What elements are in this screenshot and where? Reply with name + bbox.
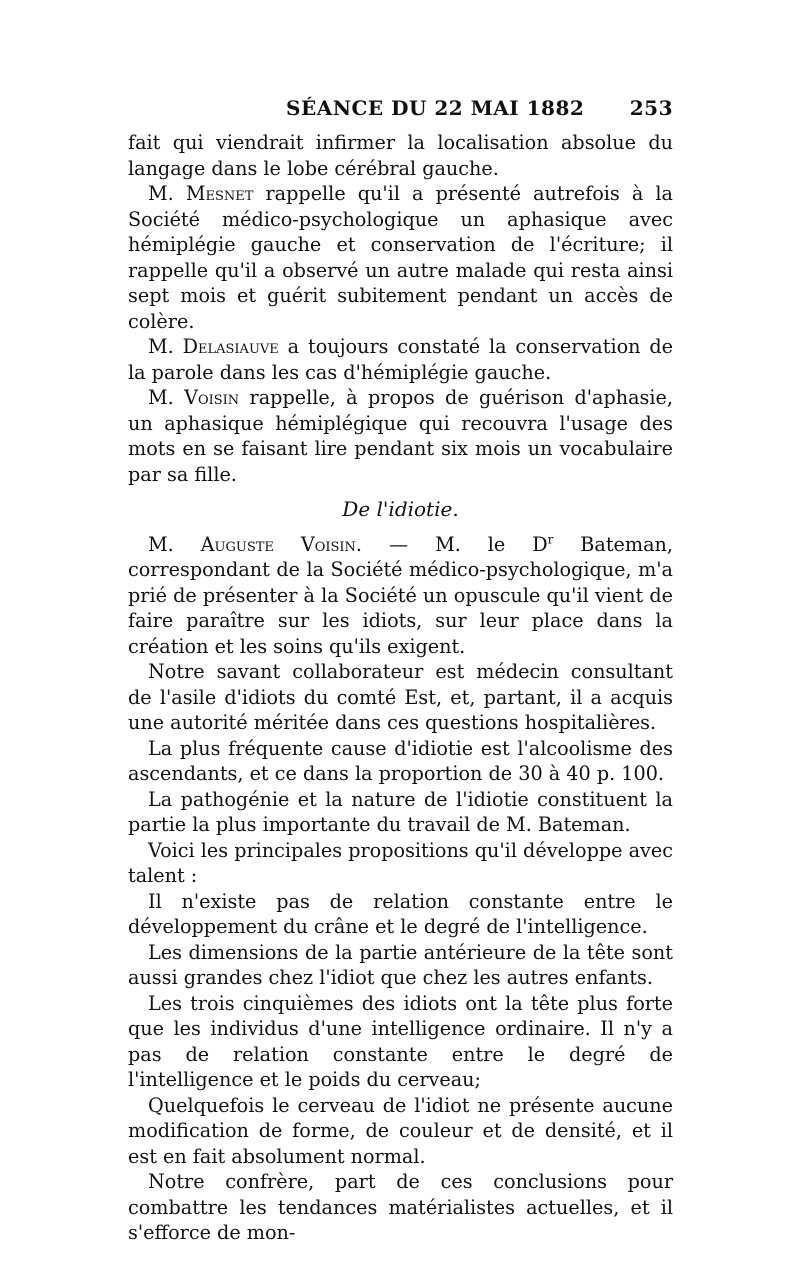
paragraph-text: rappelle, à propos de guérison d'aphasie, un aphasique hémiplégique qui recouvra l'usage des mots en se faisant lire pendant six mois un vocabulaire par sa fille. [128, 386, 673, 486]
superscript: r [547, 532, 554, 547]
page-number: 253 [629, 96, 673, 120]
paragraph: Notre confrère, part de ces conclusions pour combattre les tendances matérialistes actuelles, et il s'efforce de mon- [128, 1170, 673, 1244]
paragraph [128, 181, 673, 334]
paragraph-text: a toujours constaté la conservation de la parole dans les cas d'hémiplégie gauche. [128, 335, 674, 384]
running-header [128, 96, 673, 126]
paragraph: Quelquefois le cerveau de l'idiot ne présente aucune modification de forme, de couleur et de densité, et il est en fait absolument normal. [128, 1093, 673, 1168]
paragraph: Voici les principales propositions qu'il développe avec talent : [128, 838, 673, 887]
running-title: SÉANCE DU 22 MAI 1882 [286, 96, 585, 120]
speaker-name: M. Voisin [148, 386, 240, 409]
paragraph: Il n'existe pas de relation constante entre le développement du crâne et le degré de l'intelligence. [128, 889, 673, 938]
paragraph-text: Bateman, correspondant de la Société médico-psychologique, m'a prié de présenter à la Société un opuscule qu'il vient de faire paraître sur les idiots, sur leur place dans la création et les soins qu'ils exigent. [128, 532, 673, 658]
section-heading: De l'idiotie. [342, 497, 459, 521]
paragraph: Notre savant collaborateur est médecin consultant de l'asile d'idiots du comté Est, et, partant, il a acquis une autorité méritée dans ces questions hospitalières. [128, 660, 673, 734]
paragraph-text: rappelle qu'il a présenté autrefois à la Société médico-psychologique un aphasique avec hémiplégie gauche et conservation de l'écriture; il rappelle qu'il a observé un autre malade qui resta ainsi sept mois et guérit subitement pendant un accès de colère. [128, 182, 673, 333]
speaker-name: M. Mesnet [148, 182, 254, 205]
paragraph: Les trois cinquièmes des idiots ont la tête plus forte que les individus d'une intelligence ordinaire. Il n'y a pas de relation constante entre le degré de l'intelligence et le poids du cerveau; [128, 991, 673, 1091]
paragraph [128, 532, 673, 660]
speaker-name: M. Delasiauve [148, 335, 279, 358]
paragraph [128, 334, 673, 385]
paragraph: fait qui viendrait infirmer la localisation absolue du langage dans le lobe cérébral gauche. [128, 131, 673, 180]
paragraph: La plus fréquente cause d'idiotie est l'alcoolisme des ascendants, et ce dans la proportion de 30 à 40 p. 100. [128, 736, 673, 785]
paragraph: Les dimensions de la partie antérieure de la tête sont aussi grandes chez l'idiot que chez les autres enfants. [128, 940, 673, 989]
speaker-name: M. Auguste Voisin. [148, 532, 363, 556]
paragraph [128, 385, 673, 487]
paragraph-text: — M. le D [362, 532, 548, 556]
paragraph: La pathogénie et la nature de l'idiotie constituent la partie la plus importante du travail de M. Bateman. [128, 787, 673, 836]
page-body [128, 130, 673, 1246]
